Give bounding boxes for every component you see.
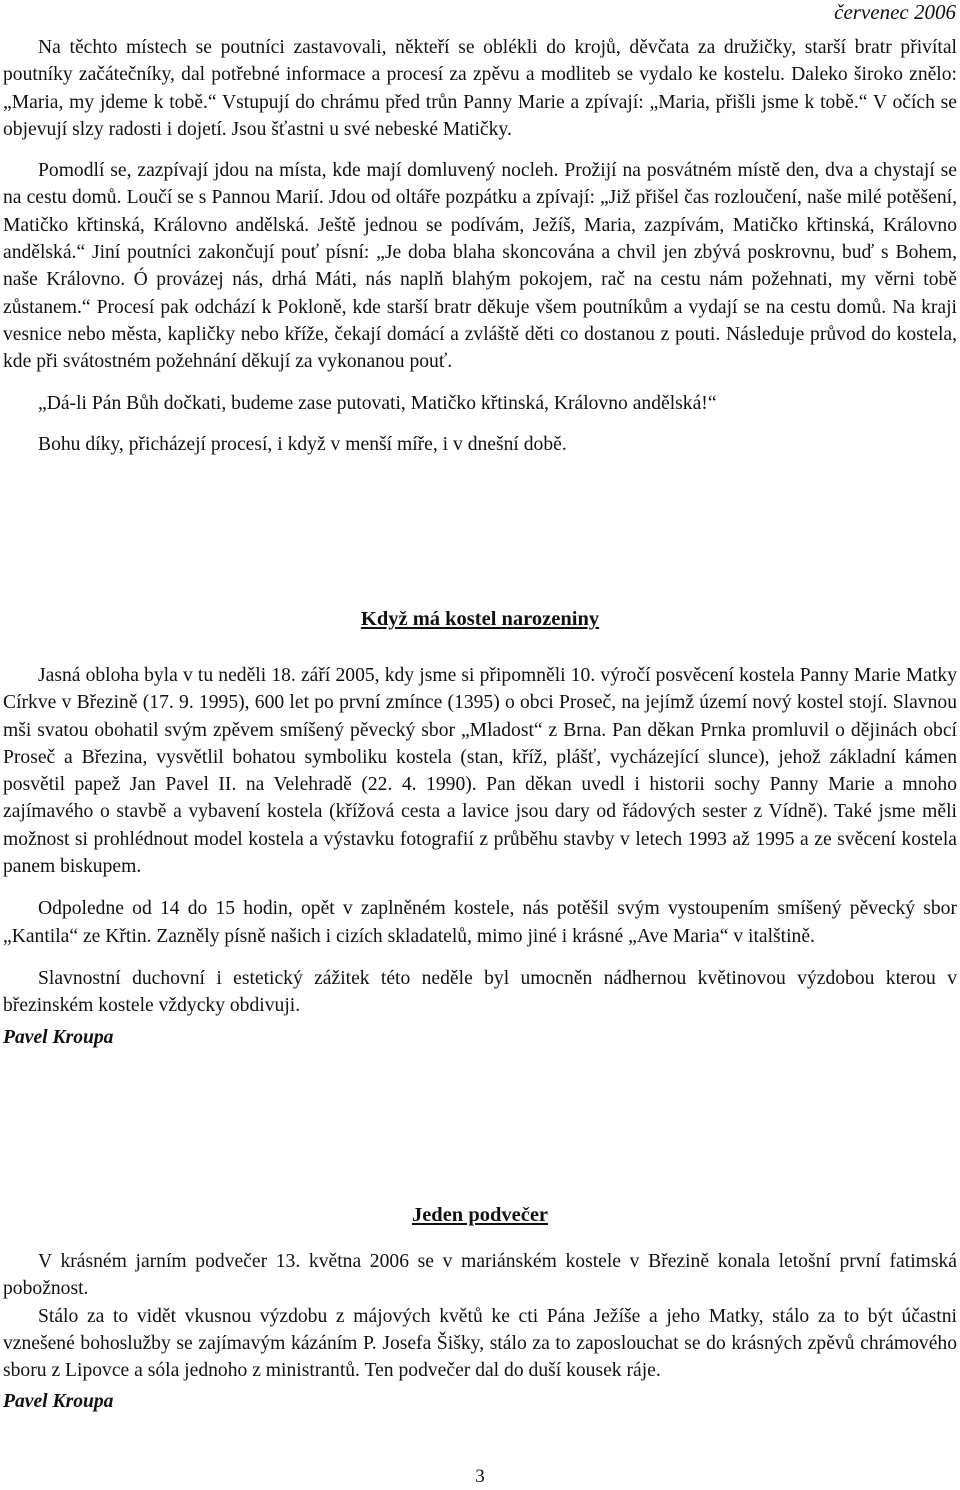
section-heading-birthday: Když má kostel narozeniny: [360, 608, 600, 630]
paragraph: Na těchto místech se poutníci zastavovali, někteří se oblékli do krojů, děvčata za družičky, starší bratr přivítal poutníky začátečníky, dal potřebné informace a procesí za zpěvu a modliteb se vydalo ke kostelu. Daleko široko znělo: „Maria, my jdeme k tobě.“ Vstupují do chrámu před trůn Panny Marie a zpívají: „Maria, přišli jsme k tobě.“ V očích se objevují slzy radosti i dojetí. Jsou šťastni u své nebeské Matičky.: [3, 37, 957, 140]
author-signature: Pavel Kroupa: [3, 1391, 114, 1413]
paragraph: Slavnostní duchovní i estetický zážitek této neděle byl umocněn nádhernou květinovou výzdobou kterou v březinském kostele vždycky obdivuji.: [3, 967, 957, 1017]
section-one-evening: [3, 1248, 957, 1416]
section-church-birthday: [3, 662, 957, 1051]
quote-paragraph: „Dá-li Pán Bůh dočkati, budeme zase putovati, Matičko křtinská, Královno andělská!“: [38, 392, 717, 414]
page-number: 3: [475, 1466, 485, 1487]
author-signature: Pavel Kroupa: [3, 1026, 114, 1048]
paragraph: Odpoledne od 14 do 15 hodin, opět v zaplněném kostele, nás potěšil svým vystoupením smíšený pěvecký sbor „Kantila“ ze Křtin. Zazněly písně našich i cizích skladatelů, mimo jiné i krásné „Ave Maria“ v italštině.: [3, 898, 957, 947]
header-date: červenec 2006: [834, 0, 956, 24]
paragraph: Jasná obloha byla v tu neděli 18. září 2005, kdy jsme si připomněli 10. výročí posvěcení kostela Panny Marie Matky Církve v Březině (17. 9. 1995), 600 let po první zmínce (1395) o obci Proseč, na jejímž území nový kostel stojí. Slavnou mši svatou obohatil svým zpěvem smíšený pěvecký sbor „Mladost“ z Brna. Pan děkan Prnka promluvil o dějinách obcí Proseč a Březina, vysvětlil bohatou symboliku kostela (stan, kříž, plášť, vycházející slunce), jehož základní kámen posvětil papež Jan Pavel II. na Velehradě (22. 4. 1990). Pan děkan uvedl i historii sochy Panny Marie a mnoho zajímavého o stavbě a vybavení kostela (křížová cesta a lavice jsou dary od řádových sester z Vídně). Také jsme měli možnost si prohlédnout model kostela a výstavku fotografií z průběhu stavby v letech 1993 až 1995 a ze svěcení kostela panem biskupem.: [3, 665, 957, 878]
section-pilgrimage: [3, 34, 957, 458]
paragraph: Pomodlí se, zazpívají jdou na místa, kde mají domluvený nocleh. Prožijí na posvátném místě den, dva a chystají se na cestu domů. Loučí se s Pannou Marií. Jdou od oltáře pozpátku a zpívají: „Již přišel čas rozloučení, naše milé potěšení, Matičko křtinská, Královno andělská. Ještě jednou se podívám, Ježíš, Maria, zazpívám, Matičko křtinská, Královno andělská.“ Jiní poutníci zakončují pouť písní: „Je doba blaha skoncována a chvil jen zbývá poskrovnu, buď s Bohem, naše Královno. Ó provázej nás, drhá Máti, nás naplň blahým pokojem, rač na cestu nám požehnati, my věrni tobě zůstanem.“ Procesí pak odchází k Pokloně, kde starší bratr děkuje všem poutníkům a vydají se na cestu domů. Na kraji vesnice nebo města, kapličky nebo kříže, čekají domácí a zvláště děti co dostanou z pouti. Následuje průvod do kostela, kde při svátostném požehnání děkují za vykonanou pouť.: [3, 160, 957, 373]
paragraph: V krásném jarním podvečer 13. května 2006 se v mariánském kostele v Březině konala letošní první fatimská pobožnost.: [3, 1251, 957, 1300]
paragraph: Stálo za to vidět vkusnou výzdobu z májových květů ke cti Pána Ježíše a jeho Matky, stálo za to být účastni vznešené bohoslužby se zajímavým kázáním P. Josefa Šišky, stálo za to zaposlouchat se do krásných zpěvů chrámového sboru z Lipovce a sóla jednoho z ministrantů. Ten podvečer dal do duší kousek ráje.: [3, 1305, 957, 1382]
section-heading-evening: Jeden podvečer: [411, 1204, 549, 1226]
paragraph: Bohu díky, přicházejí procesí, i když v menší míře, i v dnešní době.: [38, 433, 567, 455]
